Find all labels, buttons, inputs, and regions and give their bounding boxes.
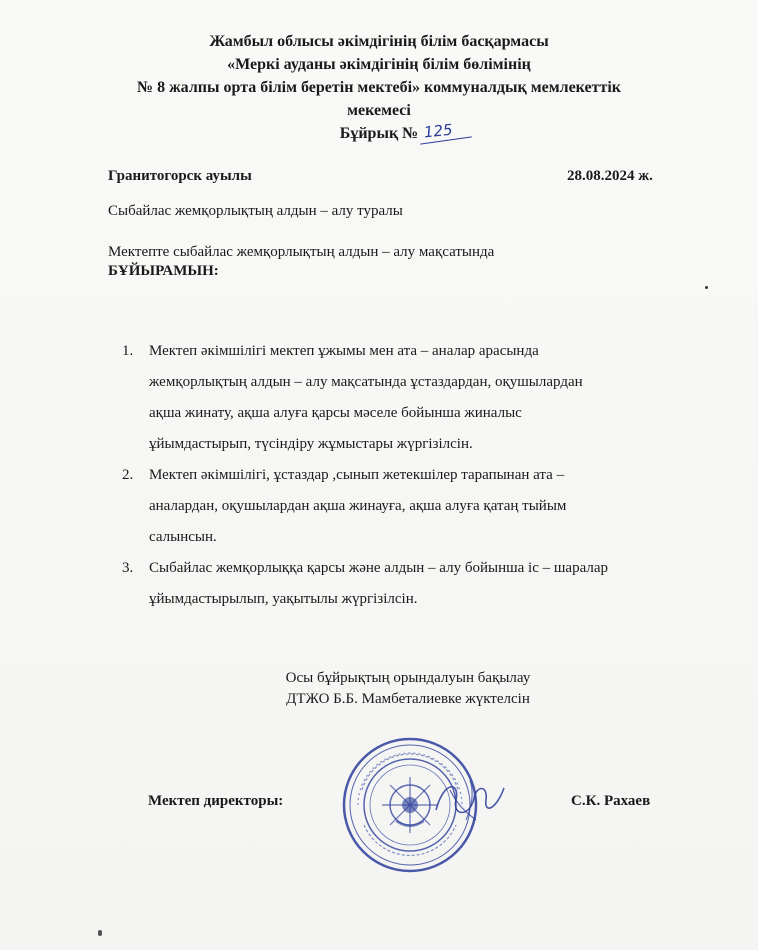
director-label: Мектеп директоры: xyxy=(148,793,284,809)
director-name: С.К. Рахаев xyxy=(571,793,651,809)
list-item-line: аналардан, оқушылардан ақша жинауға, ақша алуға қатаң тыйым xyxy=(149,498,567,514)
order-date: 28.08.2024 ж. xyxy=(567,168,653,184)
order-number: 125 xyxy=(423,120,454,142)
list-item-number: 3. xyxy=(122,560,134,576)
document-header xyxy=(0,30,758,145)
place-name: Гранитогорск ауылы xyxy=(108,168,252,184)
list-item-number: 1. xyxy=(122,343,134,359)
header-line-4: мекемесі xyxy=(347,102,411,119)
order-title xyxy=(0,122,758,145)
list-item-text xyxy=(149,336,712,460)
ink-dot xyxy=(705,286,708,289)
list-item-number: 2. xyxy=(122,467,134,483)
control-instruction xyxy=(0,668,758,710)
list-item-line: ақша жинату, ақша алуға қарсы мәселе бойынша жиналыс xyxy=(149,405,522,421)
list-item-line: Сыбайлас жемқорлыққа қарсы және алдын – алу бойынша іс – шаралар xyxy=(149,560,609,576)
list-item-line: ұйымдастырылып, уақытылы жүргізілсін. xyxy=(149,591,418,607)
header-line-1: Жамбыл облысы әкімдігінің білім басқармасы xyxy=(209,33,549,50)
list-item xyxy=(122,336,712,460)
list-item-text xyxy=(149,460,712,553)
control-line-2: ДТЖО Б.Б. Мамбеталиевке жүктелсін xyxy=(286,691,530,707)
list-item-line: Мектеп әкімшілігі, ұстаздар ,сынып жетекшілер тарапынан ата – xyxy=(149,467,565,483)
list-item-line: Мектеп әкімшілігі мектеп ұжымы мен ата – аналар арасында xyxy=(149,343,539,359)
list-item-line: салынсын. xyxy=(149,529,217,545)
order-label-wrap xyxy=(339,120,454,145)
list-item-text xyxy=(149,553,712,615)
header-line-2: «Меркі ауданы әкімдігінің білім бөлімінің xyxy=(227,56,531,73)
handwritten-signature-icon xyxy=(430,770,510,830)
order-word: БҰЙЫРАМЫН: xyxy=(108,263,219,279)
paper-mark xyxy=(98,930,102,936)
list-item-line: ұйымдастырып, түсіндіру жұмыстары жүргізілсін. xyxy=(149,436,473,452)
list-item-line: жемқорлықтың алдын – алу мақсатында ұстаздардан, оқушылардан xyxy=(149,374,583,390)
order-subject: Сыбайлас жемқорлықтың алдын – алу туралы xyxy=(108,203,403,219)
control-line-1: Осы бұйрықтың орындалуын бақылау xyxy=(285,670,531,686)
list-item xyxy=(122,460,712,553)
order-label: Бұйрық № xyxy=(339,125,419,142)
order-purpose: Мектепте сыбайлас жемқорлықтың алдын – алу мақсатында xyxy=(108,244,495,260)
list-item xyxy=(122,553,712,615)
header-line-3: № 8 жалпы орта білім беретін мектебі» коммуналдық мемлекеттік xyxy=(137,79,621,96)
order-items-list xyxy=(122,336,712,615)
